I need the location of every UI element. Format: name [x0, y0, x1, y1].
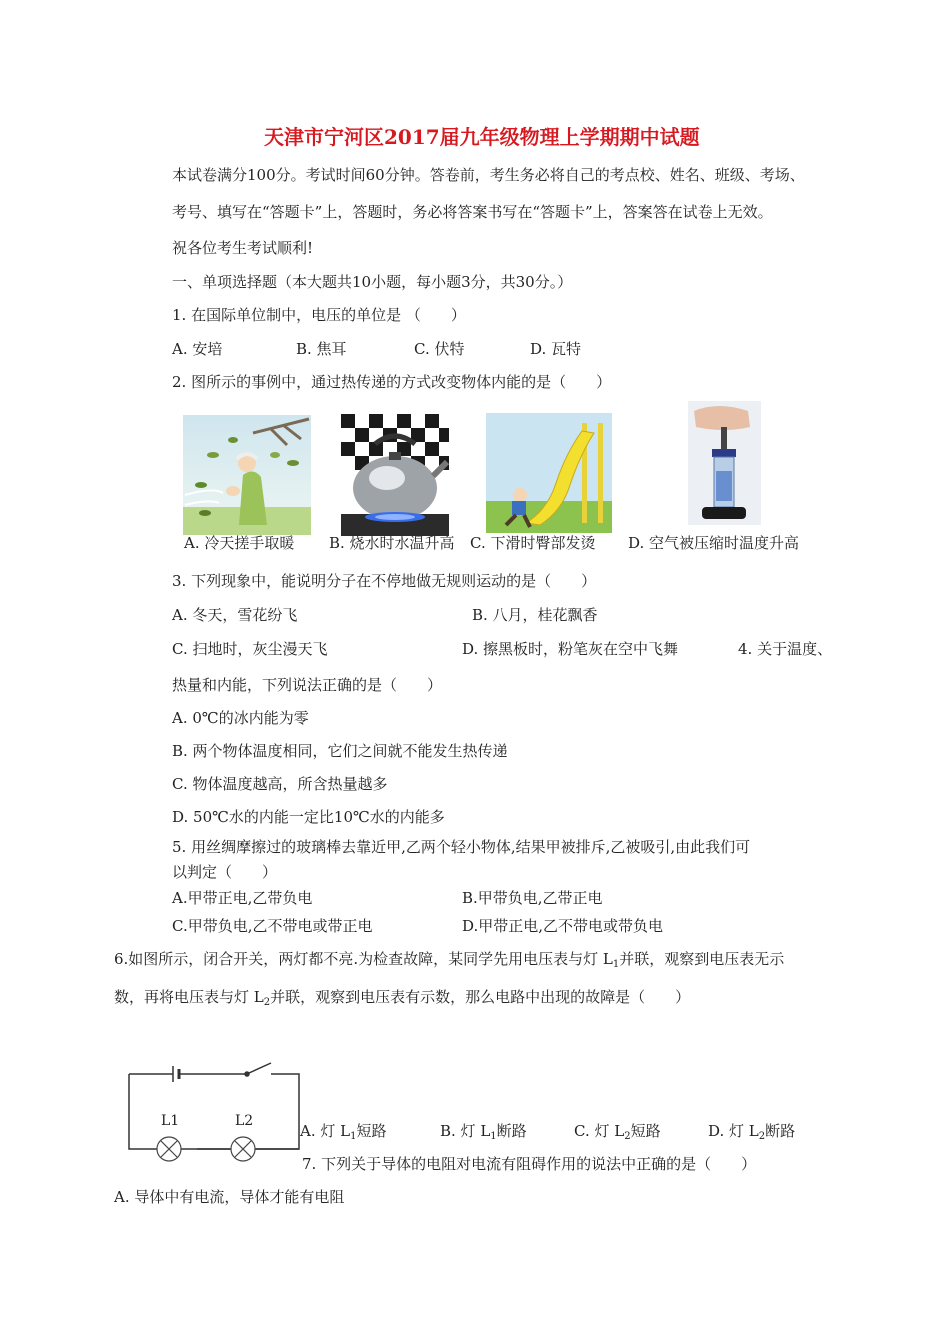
q6-option-d: D. 灯 $L_2$断路: [708, 1122, 796, 1142]
q2-image-b-kettle: [341, 414, 449, 536]
q3-option-a: A. 冬天，雪花纷飞: [172, 606, 298, 624]
q3-option-d: D. 擦黑板时，粉笔灰在空中飞舞: [462, 640, 679, 658]
q4-stem-part1: 4. 关于温度、: [738, 640, 833, 658]
intro-line-1: 本试卷满分100分。考试时间60分钟。答卷前，考生务必将自己的考点校、姓名、班级、考场、: [172, 166, 805, 184]
q5-stem-line2: 以判定（ ）: [172, 863, 278, 881]
q3-option-b: B. 八月，桂花飘香: [472, 606, 598, 624]
q6-stem-line1: 6.如图所示，闭合开关，两灯都不亮.为检查故障，某同学先用电压表与灯 $L_1$并联，观察到电压表无示: [114, 950, 785, 970]
q7-stem: 7. 下列关于导体的电阻对电流有阻碍作用的说法中正确的是（ ）: [302, 1155, 757, 1173]
q1-option-b: B. 焦耳: [296, 340, 347, 358]
q5-option-d: D.甲带正电,乙不带电或带负电: [462, 917, 664, 935]
q2-option-d: D. 空气被压缩时温度升高: [628, 534, 800, 552]
q1-stem: 1. 在国际单位制中，电压的单位是 （ ）: [172, 306, 466, 324]
q5-option-c: C.甲带负电,乙不带电或带正电: [172, 917, 373, 935]
page-title: 天津市宁河区2017届九年级物理上学期期中试题: [264, 125, 700, 149]
q4-option-a: A. 0℃的冰内能为零: [172, 709, 309, 727]
q2-image-d-air-pump: [688, 401, 761, 525]
q3-option-c: C. 扫地时，灰尘漫天飞: [172, 640, 328, 658]
intro-line-2: 考号、填写在“答题卡”上，答题时，务必将答案书写在“答题卡”上，答案答在试卷上无效。: [172, 203, 773, 221]
q6-circuit-diagram: [125, 1055, 305, 1165]
q6-option-c: C. 灯 $L_2$短路: [574, 1122, 661, 1142]
q5-option-a: A.甲带正电,乙带负电: [172, 889, 313, 907]
section-heading: 一、单项选择题（本大题共10小题，每小题3分，共30分。）: [172, 273, 573, 291]
q2-option-a: A. 冷天搓手取暖: [184, 534, 295, 552]
q6-option-b: B. 灯 $L_1$断路: [440, 1122, 527, 1142]
q2-stem: 2. 图所示的事例中，通过热传递的方式改变物体内能的是（ ）: [172, 373, 612, 391]
intro-line-3: 祝各位考生考试顺利!: [172, 239, 314, 257]
q4-option-d: D. 50℃水的内能一定比10℃水的内能多: [172, 808, 445, 826]
q5-stem-line1: 5. 用丝绸摩擦过的玻璃棒去靠近甲,乙两个轻小物体,结果甲被排斥,乙被吸引,由此我们可: [172, 838, 751, 856]
q2-image-c-slide: [486, 413, 612, 533]
q4-stem-part2: 热量和内能，下列说法正确的是（ ）: [172, 676, 443, 694]
q1-option-a: A. 安培: [172, 340, 223, 358]
q4-option-b: B. 两个物体温度相同，它们之间就不能发生热传递: [172, 742, 508, 760]
q2-image-a-rubbing-hands: [183, 415, 311, 535]
q2-option-b: B. 烧水时水温升高: [329, 534, 455, 552]
q3-stem: 3. 下列现象中，能说明分子在不停地做无规则运动的是（ ）: [172, 572, 597, 590]
q1-option-c: C. 伏特: [414, 340, 465, 358]
q6-lamp1-label: L1: [161, 1113, 180, 1129]
q5-option-b: B.甲带负电,乙带正电: [462, 889, 603, 907]
q2-option-c: C. 下滑时臀部发烫: [470, 534, 596, 552]
q7-option-a: A. 导体中有电流，导体才能有电阻: [114, 1188, 345, 1206]
q1-option-d: D. 瓦特: [530, 340, 582, 358]
q6-option-a: A. 灯 $L_1$短路: [300, 1122, 387, 1142]
q6-stem-line2: 数，再将电压表与灯 $L_2$并联，观察到电压表有示数，那么电路中出现的故障是（ ）: [114, 988, 691, 1008]
q6-lamp2-label: L2: [235, 1113, 254, 1129]
q4-option-c: C. 物体温度越高，所含热量越多: [172, 775, 388, 793]
